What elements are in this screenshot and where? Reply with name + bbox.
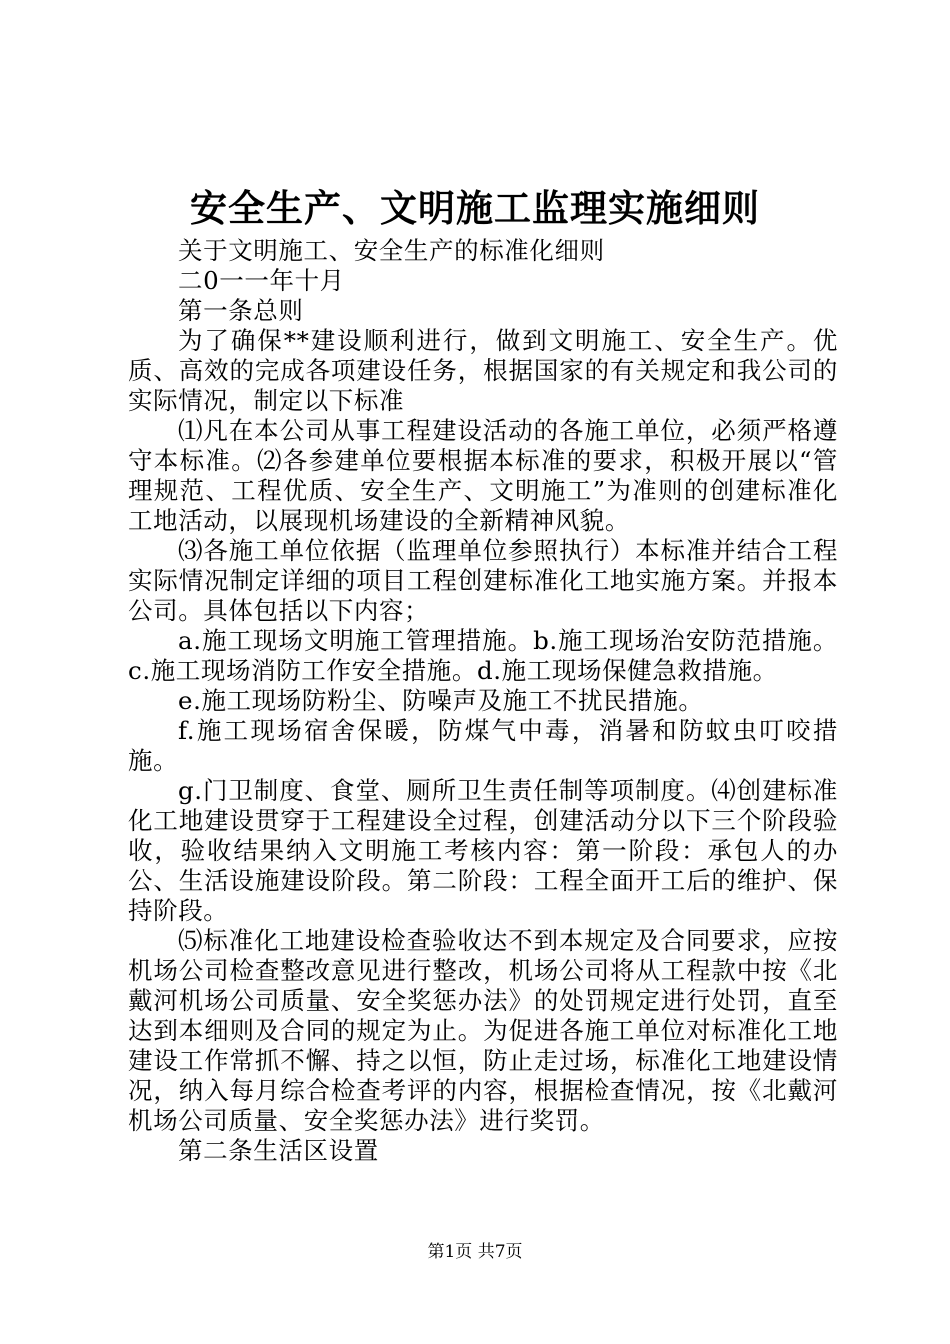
date-line: 二0一一年十月 bbox=[178, 266, 345, 295]
paragraph: ⑶各施工单位依据（监理单位参照执行）本标准并结合工程实际情况制定详细的项目工程创建标准化工地实施方案。并报本公司。具体包括以下内容； bbox=[128, 536, 838, 625]
paragraph: ⑴凡在本公司从事工程建设活动的各施工单位，必须严格遵守本标准。⑵各参建单位要根据本标准的要求，积极开展以“管理规范、工程优质、安全生产、文明施工”为准则的创建标准化工地活动，以展现机场建设的全新精神风貌。 bbox=[128, 416, 838, 535]
paragraph: f.施工现场宿舍保暖，防煤气中毒，消暑和防蚊虫叮咬措施。 bbox=[128, 716, 838, 775]
paragraph: g.门卫制度、食堂、厕所卫生责任制等项制度。⑷创建标准化工地建设贯穿于工程建设全过程，创建活动分以下三个阶段验收，验收结果纳入文明施工考核内容：第一阶段：承包人的办公、生活设施建设阶段。第二阶段：工程全面开工后的维护、保持阶段。 bbox=[128, 776, 838, 925]
subtitle: 关于文明施工、安全生产的标准化细则 bbox=[178, 236, 605, 265]
section-heading: 第一条总则 bbox=[178, 296, 304, 325]
paragraph: ⑸标准化工地建设检查验收达不到本规定及合同要求，应按机场公司检查整改意见进行整改，机场公司将从工程款中按《北戴河机场公司质量、安全奖惩办法》的处罚规定进行处罚，直至达到本细则及合同的规定为止。为促进各施工单位对标准化工地建设工作常抓不懈、持之以恒，防止走过场，标准化工地建设情况，纳入每月综合检查考评的内容，根据检查情况，按《北戴河机场公司质量、安全奖惩办法》进行奖罚。 bbox=[128, 926, 838, 1135]
section-heading: 第二条生活区设置 bbox=[178, 1136, 379, 1165]
document-body bbox=[128, 236, 838, 1166]
paragraph: 为了确保**建设顺利进行，做到文明施工、安全生产。优质、高效的完成各项建设任务，根据国家的有关规定和我公司的实际情况，制定以下标准 bbox=[128, 326, 838, 415]
paragraph: a.施工现场文明施工管理措施。b.施工现场治安防范措施。c.施工现场消防工作安全措施。d.施工现场保健急救措施。 bbox=[128, 626, 838, 685]
document-title: 安全生产、文明施工监理实施细则 bbox=[190, 186, 760, 230]
page-footer: 第1页 共7页 bbox=[427, 1242, 523, 1262]
paragraph: e.施工现场防粉尘、防噪声及施工不扰民措施。 bbox=[178, 686, 704, 715]
